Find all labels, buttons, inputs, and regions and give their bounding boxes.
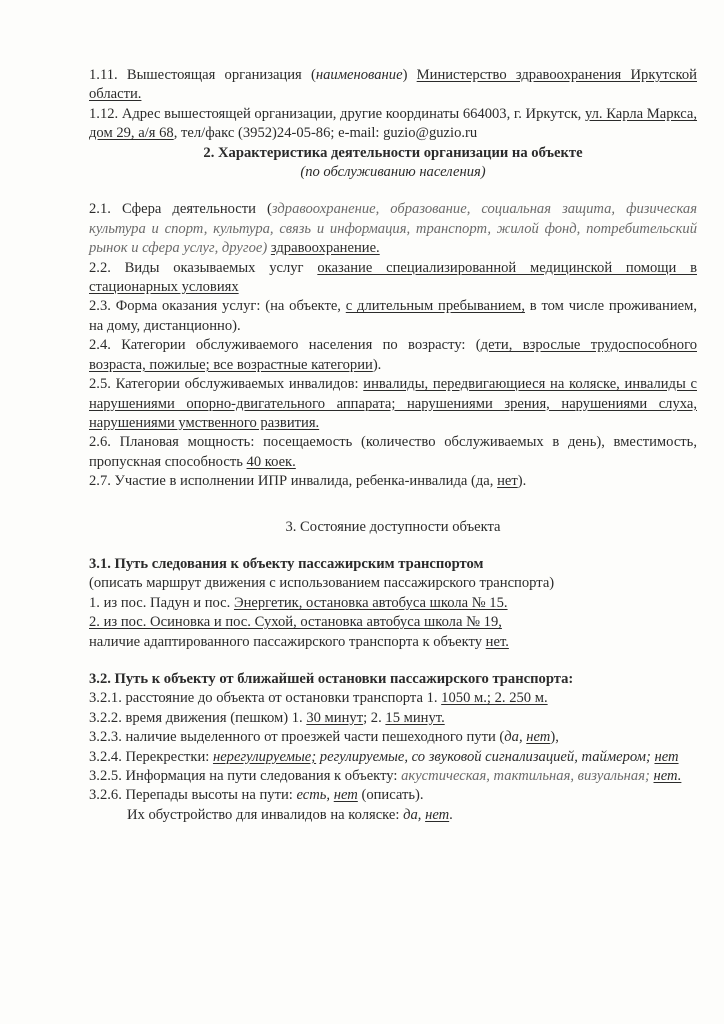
item-2-7: 2.7. Участие в исполнении ИПР инвалида, ребенка-инвалида (да, нет). — [89, 473, 527, 490]
item-1-11: 1.11. Вышестоящая организация (наименование) Министерство здравоохранения Иркутской области. — [89, 67, 697, 103]
item-3-2-4: 3.2.4. Перекрестки: нерегулируемые; регулируемые, со звуковой сигнализацией, таймером; нет — [89, 748, 679, 765]
item-2-3: 2.3. Форма оказания услуг: (на объекте, с длительным пребыванием, в том числе проживанием, на дому, дистанционно). — [89, 298, 697, 334]
item-2-1: 2.1. Сфера деятельности (здравоохранение, образование, социальная защита, физическая культура и спорт, культура, связь и информация, транспорт, жилой фонд, потребительский рынок и сфера услуг, другое) здравоохранение. — [89, 201, 697, 257]
item-2-6: 2.6. Плановая мощность: посещаемость (количество обслуживаемых в день), вместимость, пропускная способность 40 коек. — [89, 434, 697, 470]
item-3-2-1: 3.2.1. расстояние до объекта от остановки транспорта 1. 1050 м.; 2. 250 м. — [89, 690, 548, 707]
item-3-1-route-1: 1. из пос. Падун и пос. Энергетик, остановка автобуса школа № 15. — [89, 594, 508, 611]
item-3-2-5: 3.2.5. Информация на пути следования к объекту: акустическая, тактильная, визуальная; нет. — [89, 768, 682, 784]
item-3-2-title: 3.2. Путь к объекту от ближайшей остановки пассажирского транспорта: — [89, 670, 574, 687]
section-3-title: 3. Состояние доступности объекта — [285, 518, 501, 535]
item-3-1-desc: (описать маршрут движения с использованием пассажирского транспорта) — [89, 575, 555, 592]
item-3-1-title: 3.1. Путь следования к объекту пассажирским транспортом — [89, 555, 484, 572]
document-body — [89, 66, 697, 825]
section-2-subtitle: (по обслуживанию населения) — [300, 164, 486, 181]
section-2-title: 2. Характеристика деятельности организации на объекте — [203, 144, 583, 161]
item-3-2-2: 3.2.2. время движения (пешком) 1. 30 минут; 2. 15 минут. — [89, 709, 445, 726]
item-3-1-adapted: наличие адаптированного пассажирского транспорта к объекту нет. — [89, 633, 509, 650]
item-1-12: 1.12. Адрес вышестоящей организации, другие координаты 664003, г. Иркутск, ул. Карла Маркса, дом 29, а/я 68, тел/факс (3952)24-05-86; e-mail: guzio@guzio.ru — [89, 105, 698, 142]
item-2-2: 2.2. Виды оказываемых услуг оказание специализированной медицинской помощи в стационарных условиях — [89, 259, 697, 296]
item-2-5: 2.5. Категории обслуживаемых инвалидов: инвалиды, передвигающиеся на коляске, инвалиды с нарушениями опорно-двигательного аппарата; нарушениями зрения, нарушениями слуха, нарушениями умственного развития. — [89, 376, 697, 431]
item-3-1-route-2: 2. из пос. Осиновка и пос. Сухой, остановка автобуса школа № 19, — [89, 614, 502, 631]
item-3-2-6: 3.2.6. Перепады высоты на пути: есть, нет (описать). — [89, 787, 424, 804]
item-2-4: 2.4. Категории обслуживаемого населения по возрасту: (дети, взрослые трудоспособного возраста, пожилые; все возрастные категории). — [89, 337, 697, 373]
item-3-2-7: Их обустройство для инвалидов на коляске: да, нет. — [127, 806, 453, 823]
item-3-2-3: 3.2.3. наличие выделенного от проезжей части пешеходного пути (да, нет), — [89, 729, 559, 746]
